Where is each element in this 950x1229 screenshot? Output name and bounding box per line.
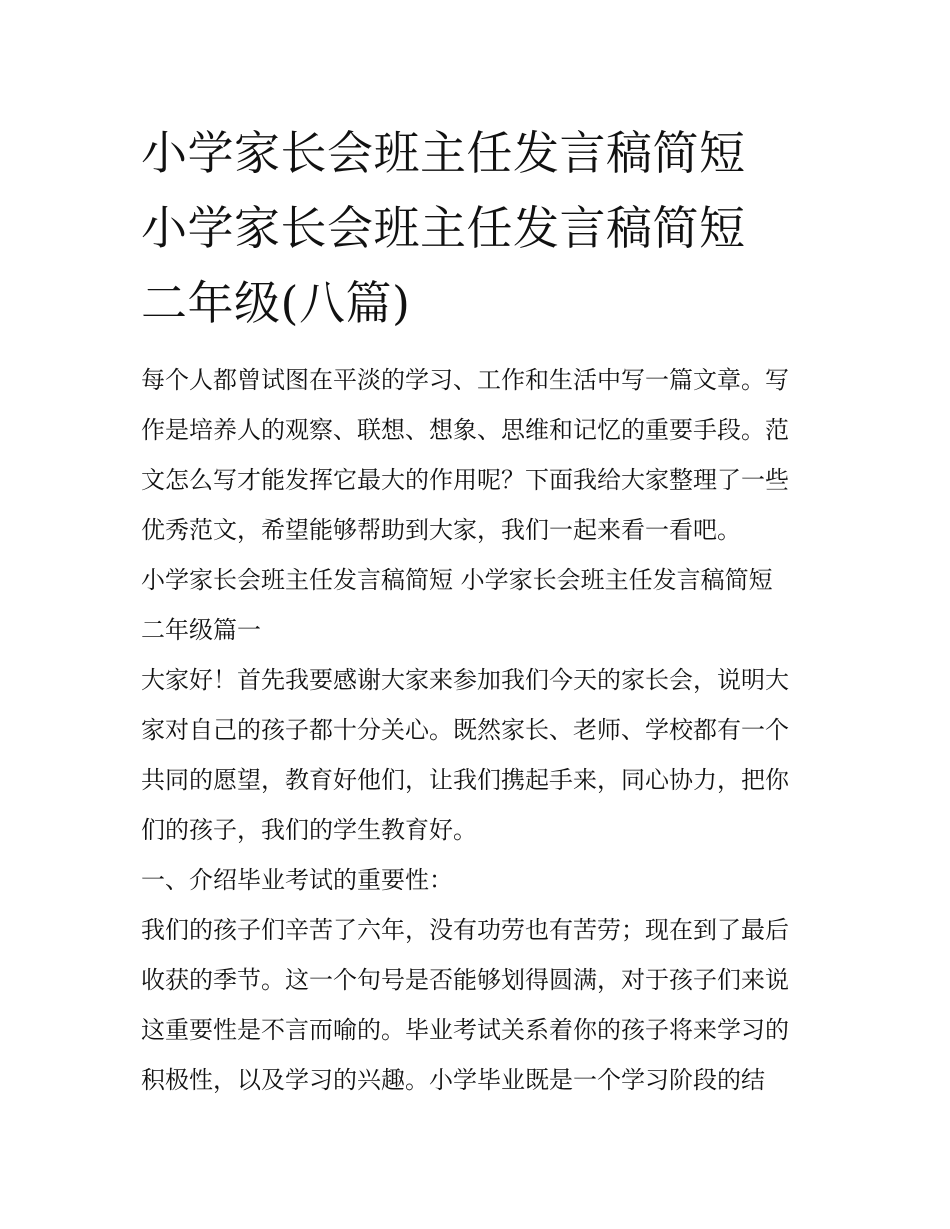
point-one-heading: 一、介绍毕业考试的重要性： (141, 866, 453, 894)
point-one-paragraph: 我们的孩子们辛苦了六年，没有功劳也有苦劳；现在到了最后 收获的季节。这一个句号是否能够划得圆满，对于孩子们来说 这重要性是不言而喻的。毕业考试关系着你的孩子将来学习的 积极性，以及学习的兴趣。小学毕业既是一个学习阶段的结 (141, 916, 789, 1094)
greeting-paragraph: 大家好！首先我要感谢大家来参加我们今天的家长会，说明大 家对自己的孩子都十分关心。既然家长、老师、学校都有一个 共同的愿望，教育好他们，让我们携起手来，同心协力，把你 们的孩子，我们的学生教育好。 (141, 666, 789, 844)
section-title: 小学家长会班主任发言稿简短 小学家长会班主任发言稿简短 二年级篇一 (141, 566, 773, 644)
document-body (141, 116, 817, 1105)
intro-paragraph: 每个人都曾试图在平淡的学习、工作和生活中写一篇文章。写 作是培养人的观察、联想、想象、思维和记忆的重要手段。范 文怎么写才能发挥它最大的作用呢？下面我给大家整理了一些 优秀范文，希望能够帮助到大家，我们一起来看一看吧。 (141, 366, 789, 544)
document-title: 小学家长会班主任发言稿简短 小学家长会班主任发言稿简短 二年级(八篇) (141, 126, 746, 330)
